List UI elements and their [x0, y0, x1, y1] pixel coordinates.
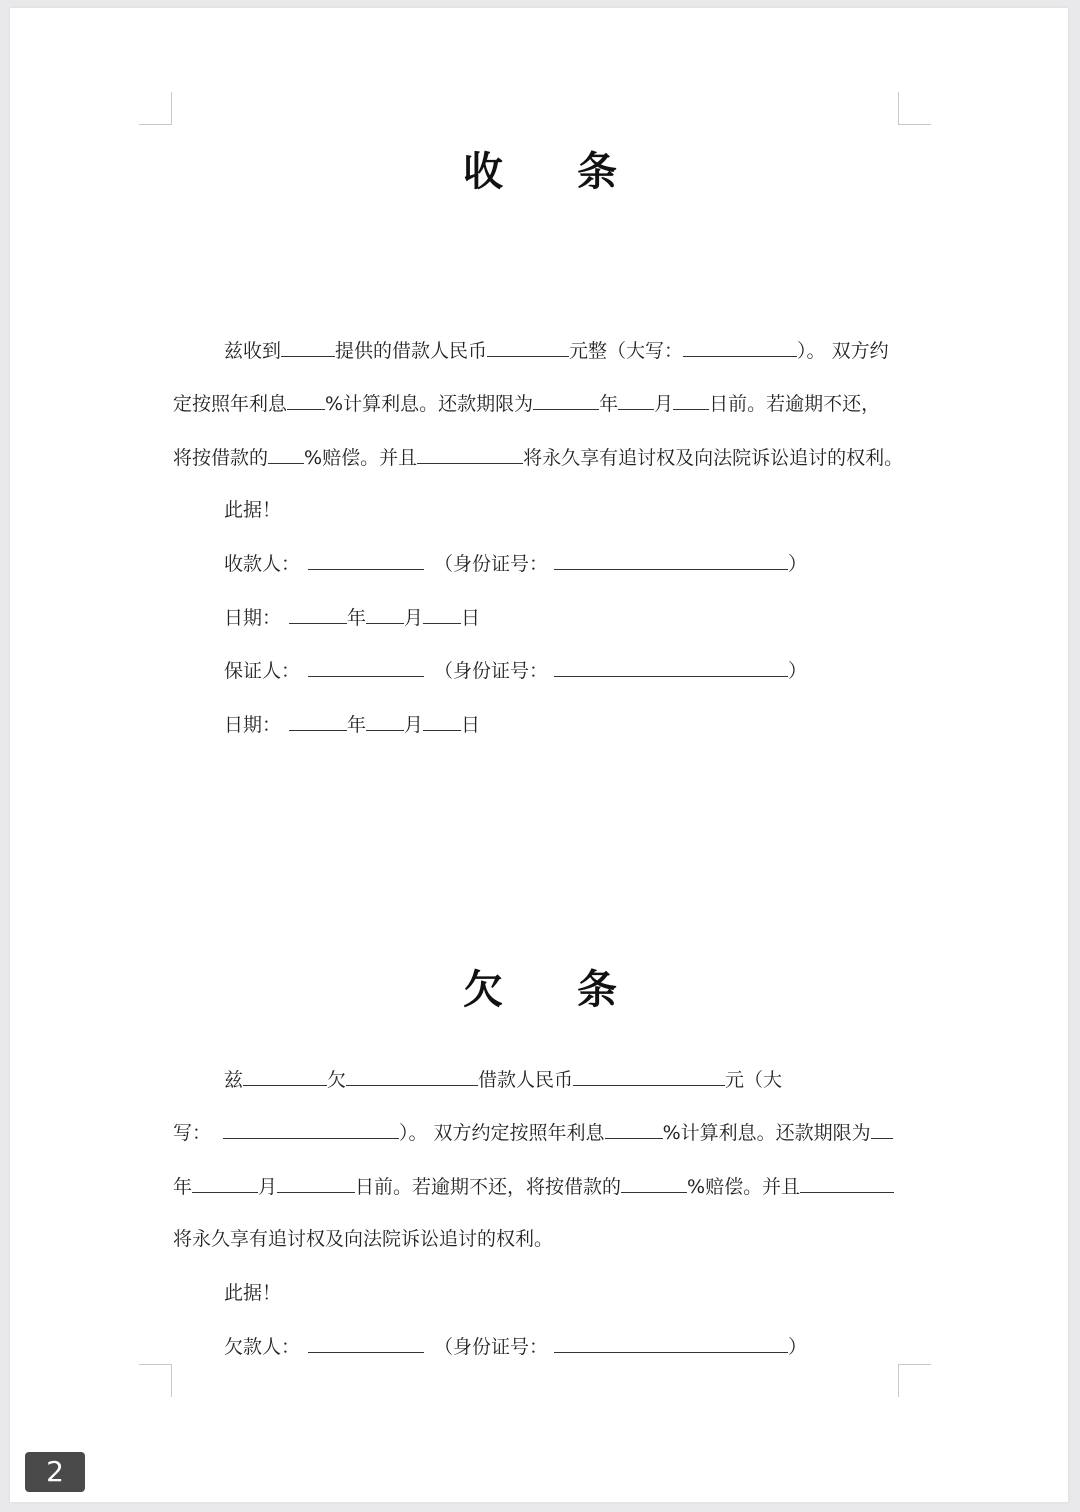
crop-mark-top-right	[898, 92, 931, 125]
receipt-guarantor-line: 保证人： （身份证号： ）	[224, 660, 808, 682]
iou-title: 欠 条	[463, 967, 647, 1013]
receipt-payee-line: 收款人： （身份证号： ）	[224, 553, 808, 575]
receipt-title: 收 条	[463, 149, 647, 195]
receipt-payee-date-line: 日期： 年 月 日	[224, 607, 481, 629]
iou-paragraph-line-3: 年 月 日前。若逾期不还，将按借款的 %赔偿。并且	[173, 1174, 894, 1199]
iou-paragraph-line-2: 写： ）。 双方约定按照年利息 %计算利息。还款期限为	[173, 1120, 893, 1145]
iou-ciju: 此据！	[224, 1282, 282, 1304]
receipt-paragraph-line-3: 将按借款的 %赔偿。并且 将永久享有追讨权及向法院诉讼追讨的权利。	[173, 447, 904, 469]
page-number-badge: 2	[25, 1452, 85, 1492]
document-page	[10, 8, 1068, 1502]
crop-mark-top-left	[139, 92, 172, 125]
iou-paragraph-line-1: 兹 欠 借款人民币 元（大	[224, 1069, 783, 1091]
crop-mark-bottom-right	[898, 1364, 931, 1397]
iou-debtor-line: 欠款人： （身份证号： ）	[224, 1336, 808, 1358]
receipt-guarantor-date-line: 日期： 年 月 日	[224, 714, 481, 736]
receipt-paragraph-line-1: 兹收到 提供的借款人民币 元整（大写： ）。 双方约	[224, 340, 889, 362]
iou-paragraph-line-4: 将永久享有追讨权及向法院诉讼追讨的权利。	[173, 1228, 554, 1250]
receipt-ciju: 此据！	[224, 499, 282, 521]
crop-mark-bottom-left	[139, 1364, 172, 1397]
receipt-paragraph-line-2: 定按照年利息 %计算利息。还款期限为 年 月 日前。若逾期不还，	[173, 393, 881, 415]
